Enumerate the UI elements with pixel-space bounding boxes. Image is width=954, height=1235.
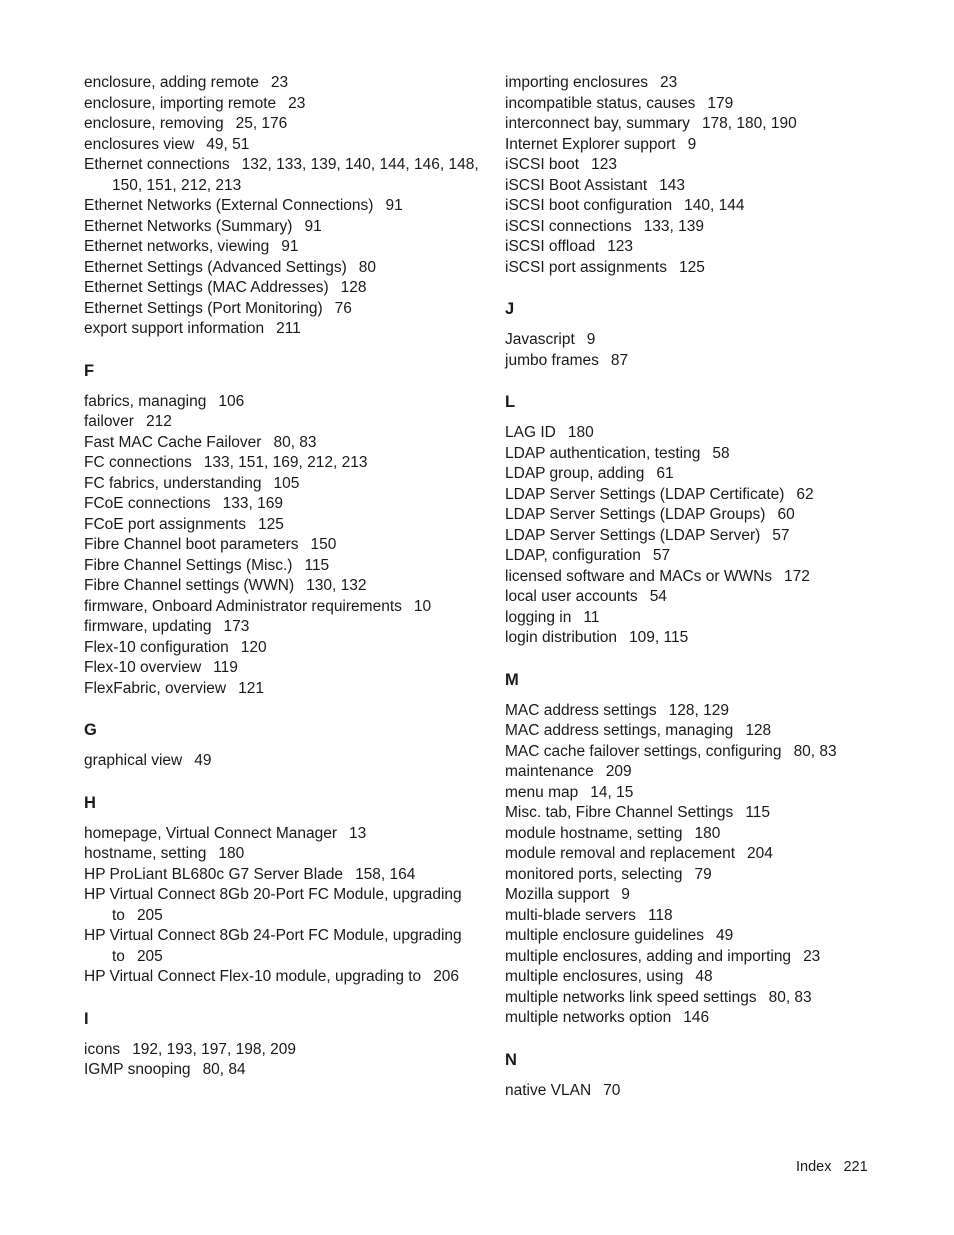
index-page-refs: 13: [349, 824, 367, 842]
section-letter: G: [84, 721, 97, 739]
index-page-refs: 205: [136, 906, 163, 924]
index-page-refs: 80, 84: [202, 1061, 246, 1078]
index-entry: [505, 546, 925, 567]
index-page-refs: 180: [218, 845, 245, 862]
index-page-refs: 9: [687, 135, 697, 153]
index-page-refs: 80, 83: [768, 988, 812, 1006]
index-page-refs: 130, 132: [306, 577, 367, 594]
index-entry: [84, 412, 484, 433]
index-page-refs: 14, 15: [590, 783, 634, 801]
index-page-refs: 87: [610, 351, 629, 369]
index-entry: [505, 967, 925, 988]
index-page-refs: 204: [747, 845, 773, 862]
index-term: multi-blade servers: [505, 906, 636, 924]
index-entry: [505, 824, 925, 845]
index-page-refs: 76: [334, 299, 352, 317]
index-term: HP Virtual Connect 8Gb 20-Port FC Module, upgrading to: [84, 886, 462, 924]
index-term: IGMP snooping: [84, 1061, 191, 1078]
index-term: MAC address settings, managing: [505, 722, 734, 739]
index-term: firmware, Onboard Administrator requirements: [84, 597, 402, 615]
index-page-refs: 115: [304, 556, 330, 574]
index-page-refs: 128: [340, 279, 367, 296]
index-entry: [505, 330, 925, 351]
index-page-refs: 212: [145, 413, 172, 430]
index-term: interconnect bay, summary: [505, 115, 690, 132]
index-page-refs: 57: [772, 526, 790, 544]
index-entry: [505, 237, 925, 258]
index-entry: [505, 742, 925, 763]
index-page-refs: 49: [194, 752, 212, 769]
index-page-refs: 179: [707, 94, 734, 112]
index-term: enclosure, adding remote: [84, 74, 259, 91]
index-page-refs: 80, 83: [273, 433, 317, 451]
index-term: Mozilla support: [505, 886, 610, 903]
index-entry: [84, 1060, 484, 1081]
index-term: iSCSI Boot Assistant: [505, 176, 648, 194]
index-entry: [84, 844, 484, 865]
index-entry: [505, 505, 925, 526]
index-entry: [84, 94, 484, 115]
index-entry: [505, 217, 925, 238]
index-page-refs: 70: [603, 1081, 621, 1099]
index-page-refs: 80, 83: [793, 742, 837, 760]
index-entry: [505, 135, 925, 156]
index-entry: [84, 73, 484, 94]
index-entry: [84, 392, 484, 413]
index-entry: [84, 474, 484, 495]
index-term: maintenance: [505, 763, 594, 780]
index-page-refs: 61: [656, 465, 674, 482]
index-entry: [84, 926, 484, 967]
index-entry: [505, 988, 925, 1009]
index-page-refs: 192, 193, 197, 198, 209: [132, 1040, 296, 1058]
index-page-refs: 128: [745, 722, 772, 739]
index-page-refs: 123: [607, 238, 634, 255]
index-entry: [84, 278, 484, 299]
index-term: Javascript: [505, 331, 575, 348]
index-page-refs: 23: [660, 74, 678, 91]
index-page-refs: 9: [586, 331, 596, 348]
index-term: HP Virtual Connect Flex-10 module, upgrading to: [84, 968, 422, 985]
index-term: Ethernet Settings (MAC Addresses): [84, 279, 329, 296]
index-term: licensed software and MACs or WWNs: [505, 567, 773, 585]
index-entry: [505, 906, 925, 927]
index-term: fabrics, managing: [84, 392, 207, 410]
index-page-refs: 120: [240, 638, 267, 656]
index-term: iSCSI port assignments: [505, 258, 667, 276]
index-entry: [84, 556, 484, 577]
index-page-refs: 57: [652, 547, 671, 564]
index-term: LDAP Server Settings (LDAP Groups): [505, 506, 766, 523]
index-page-refs: 62: [796, 485, 814, 503]
index-term: iSCSI offload: [505, 238, 596, 255]
index-column-right: [505, 73, 925, 1101]
index-page-refs: 146: [683, 1009, 710, 1026]
index-page-refs: 133, 169: [222, 495, 283, 512]
index-term: login distribution: [505, 629, 618, 646]
index-page-refs: 143: [659, 176, 686, 194]
section-letter: M: [505, 670, 519, 689]
index-page-refs: 79: [694, 865, 712, 883]
index-term: iSCSI boot configuration: [505, 197, 673, 214]
index-entry: [505, 1008, 925, 1029]
index-page-refs: 25, 176: [235, 115, 288, 132]
index-term: Ethernet Settings (Advanced Settings): [84, 258, 347, 276]
index-term: LAG ID: [505, 424, 556, 441]
index-entry: [505, 865, 925, 886]
index-term: Misc. tab, Fibre Channel Settings: [505, 804, 734, 821]
index-entry: [84, 155, 484, 196]
index-term: multiple enclosure guidelines: [505, 927, 705, 944]
index-page-refs: 48: [695, 968, 713, 985]
index-page-refs: 49: [716, 927, 734, 944]
index-entry: [505, 628, 925, 649]
index-term: Flex-10 configuration: [84, 638, 229, 656]
index-page-refs: 211: [276, 320, 301, 337]
index-entry: [84, 319, 484, 340]
index-entry: [84, 196, 484, 217]
index-term: export support information: [84, 320, 265, 337]
index-term: FCoE connections: [84, 495, 211, 512]
index-page-refs: 105: [273, 474, 300, 492]
index-page-refs: 209: [605, 763, 632, 780]
index-entry: [84, 237, 484, 258]
index-entry: [505, 485, 925, 506]
index-term: local user accounts: [505, 588, 638, 605]
index-term: hostname, setting: [84, 845, 207, 862]
index-entry: [84, 114, 484, 135]
index-column-left: [84, 73, 484, 1081]
index-term: module hostname, setting: [505, 824, 683, 842]
index-term: LDAP Server Settings (LDAP Server): [505, 526, 761, 544]
index-page-refs: 121: [238, 679, 264, 697]
index-entry: [505, 701, 925, 722]
index-entry: [84, 658, 484, 679]
index-term: Ethernet connections: [84, 156, 230, 173]
index-term: iSCSI connections: [505, 217, 632, 235]
index-entry: [505, 176, 925, 197]
index-page-refs: 23: [288, 94, 306, 112]
index-page-refs: 125: [257, 515, 284, 533]
index-term: jumbo frames: [505, 351, 599, 369]
index-page-refs: 125: [678, 258, 705, 276]
index-page-refs: 23: [803, 947, 821, 965]
index-page-refs: 91: [304, 217, 322, 235]
index-term: Ethernet Networks (Summary): [84, 217, 293, 235]
index-page-refs: 133, 151, 169, 212, 213: [203, 454, 368, 471]
index-term: Fibre Channel boot parameters: [84, 536, 299, 553]
index-term: FC fabrics, understanding: [84, 474, 262, 492]
index-page-refs: 123: [591, 156, 617, 173]
index-page-refs: 140, 144: [684, 197, 745, 214]
index-page-refs: 10: [413, 597, 432, 615]
index-entry: [505, 351, 925, 372]
index-entry: [505, 947, 925, 968]
index-page-refs: 180: [694, 824, 721, 842]
index-entry: [84, 433, 484, 454]
index-term: FC connections: [84, 454, 192, 471]
index-term: Flex-10 overview: [84, 659, 202, 676]
index-entry: [84, 453, 484, 474]
index-page-refs: 133, 139: [643, 217, 704, 235]
index-page-refs: 172: [784, 567, 810, 585]
index-entry: [505, 803, 925, 824]
index-term: monitored ports, selecting: [505, 865, 683, 883]
index-entry: [84, 824, 484, 845]
index-page-refs: 206: [433, 968, 460, 985]
index-entry: [84, 597, 484, 618]
index-term: FCoE port assignments: [84, 515, 246, 533]
index-term: Internet Explorer support: [505, 135, 676, 153]
index-page-refs: 60: [777, 506, 795, 523]
index-page-refs: 128, 129: [668, 701, 729, 719]
section-letter: J: [505, 300, 515, 318]
index-page-refs: 106: [218, 392, 245, 410]
index-term: LDAP authentication, testing: [505, 444, 701, 462]
index-page-refs: 58: [712, 444, 730, 462]
index-term: LDAP, configuration: [505, 547, 641, 564]
index-term: logging in: [505, 608, 572, 626]
index-page-refs: 91: [281, 238, 299, 255]
index-entry: [505, 94, 925, 115]
index-term: Ethernet Networks (External Connections): [84, 197, 374, 214]
index-entry: [84, 217, 484, 238]
index-page-refs: 91: [385, 197, 403, 214]
page-footer: [796, 1157, 868, 1177]
section-letter: H: [84, 793, 96, 812]
index-entry: [84, 679, 484, 700]
index-term: multiple networks option: [505, 1009, 672, 1026]
index-entry: [84, 751, 484, 772]
index-entry: [84, 135, 484, 156]
index-term: Ethernet networks, viewing: [84, 238, 270, 255]
index-term: graphical view: [84, 752, 183, 769]
index-entry: [84, 576, 484, 597]
index-page-refs: 180: [567, 424, 594, 441]
footer-label: Index: [796, 1159, 832, 1175]
index-entry: [84, 299, 484, 320]
index-entry: [505, 844, 925, 865]
index-term: menu map: [505, 783, 579, 801]
index-entry: [505, 155, 925, 176]
index-term: icons: [84, 1040, 121, 1058]
index-page-refs: 9: [621, 886, 630, 903]
index-entry: [505, 114, 925, 135]
index-entry: [84, 617, 484, 638]
index-page-refs: 150: [310, 536, 337, 553]
index-entry: [84, 638, 484, 659]
index-page-refs: 11: [583, 608, 600, 626]
index-term: firmware, updating: [84, 618, 212, 635]
index-term: multiple networks link speed settings: [505, 988, 757, 1006]
index-term: HP ProLiant BL680c G7 Server Blade: [84, 865, 344, 883]
index-entry: [505, 258, 925, 279]
index-term: HP Virtual Connect 8Gb 24-Port FC Module, upgrading to: [84, 927, 462, 965]
index-term: Fibre Channel settings (WWN): [84, 577, 295, 594]
index-page-refs: 80: [358, 258, 377, 276]
section-letter: L: [505, 393, 516, 411]
index-term: Fibre Channel Settings (Misc.): [84, 556, 293, 574]
index-entry: [505, 423, 925, 444]
index-term: multiple enclosures, adding and importing: [505, 947, 792, 965]
index-term: enclosure, removing: [84, 115, 224, 132]
index-term: LDAP group, adding: [505, 465, 645, 482]
index-entry: [505, 762, 925, 783]
index-page-refs: 54: [649, 588, 667, 605]
index-entry: [84, 494, 484, 515]
index-entry: [84, 535, 484, 556]
index-term: homepage, Virtual Connect Manager: [84, 824, 338, 842]
index-entry: [505, 885, 925, 906]
index-entry: [505, 444, 925, 465]
index-term: multiple enclosures, using: [505, 968, 684, 985]
index-entry: [505, 926, 925, 947]
footer-page-number: 221: [843, 1159, 868, 1175]
index-term: importing enclosures: [505, 74, 649, 91]
index-page-refs: 119: [213, 659, 238, 676]
index-term: iSCSI boot: [505, 156, 580, 173]
index-entry: [84, 258, 484, 279]
index-term: Ethernet Settings (Port Monitoring): [84, 299, 323, 317]
index-page-refs: 49, 51: [206, 135, 250, 153]
index-page-refs: 115: [745, 804, 771, 821]
index-page-refs: 132, 133, 139, 140, 144, 146, 148, 150, 151, 212, 213: [112, 156, 479, 194]
index-term: LDAP Server Settings (LDAP Certificate): [505, 485, 785, 503]
index-page-refs: 23: [270, 74, 289, 91]
index-page-refs: 205: [136, 947, 163, 965]
index-page-refs: 173: [223, 618, 250, 635]
index-page-refs: 158, 164: [355, 865, 416, 883]
index-term: native VLAN: [505, 1081, 592, 1099]
index-term: MAC address settings: [505, 701, 657, 719]
index-term: module removal and replacement: [505, 845, 736, 862]
section-letter: F: [84, 361, 95, 380]
index-term: enclosures view: [84, 135, 195, 153]
index-page-refs: 109, 115: [629, 629, 689, 646]
index-entry: [505, 783, 925, 804]
index-entry: [84, 865, 484, 886]
index-term: FlexFabric, overview: [84, 679, 227, 697]
index-entry: [505, 567, 925, 588]
section-letter: I: [84, 1009, 89, 1028]
index-page-refs: 178, 180, 190: [701, 115, 797, 132]
index-entry: [505, 721, 925, 742]
index-entry: [505, 464, 925, 485]
section-letter: N: [505, 1050, 517, 1069]
index-entry: [84, 1040, 484, 1061]
index-entry: [505, 526, 925, 547]
index-entry: [505, 608, 925, 629]
index-term: Fast MAC Cache Failover: [84, 433, 262, 451]
index-page-refs: 118: [647, 906, 673, 924]
index-entry: [505, 1081, 925, 1102]
index-entry: [84, 515, 484, 536]
index-entry: [505, 587, 925, 608]
index-entry: [505, 73, 925, 94]
index-term: enclosure, importing remote: [84, 94, 277, 112]
index-term: failover: [84, 413, 134, 430]
index-entry: [84, 885, 484, 926]
index-entry: [84, 967, 484, 988]
index-term: incompatible status, causes: [505, 94, 696, 112]
index-entry: [505, 196, 925, 217]
index-term: MAC cache failover settings, configuring: [505, 742, 782, 760]
